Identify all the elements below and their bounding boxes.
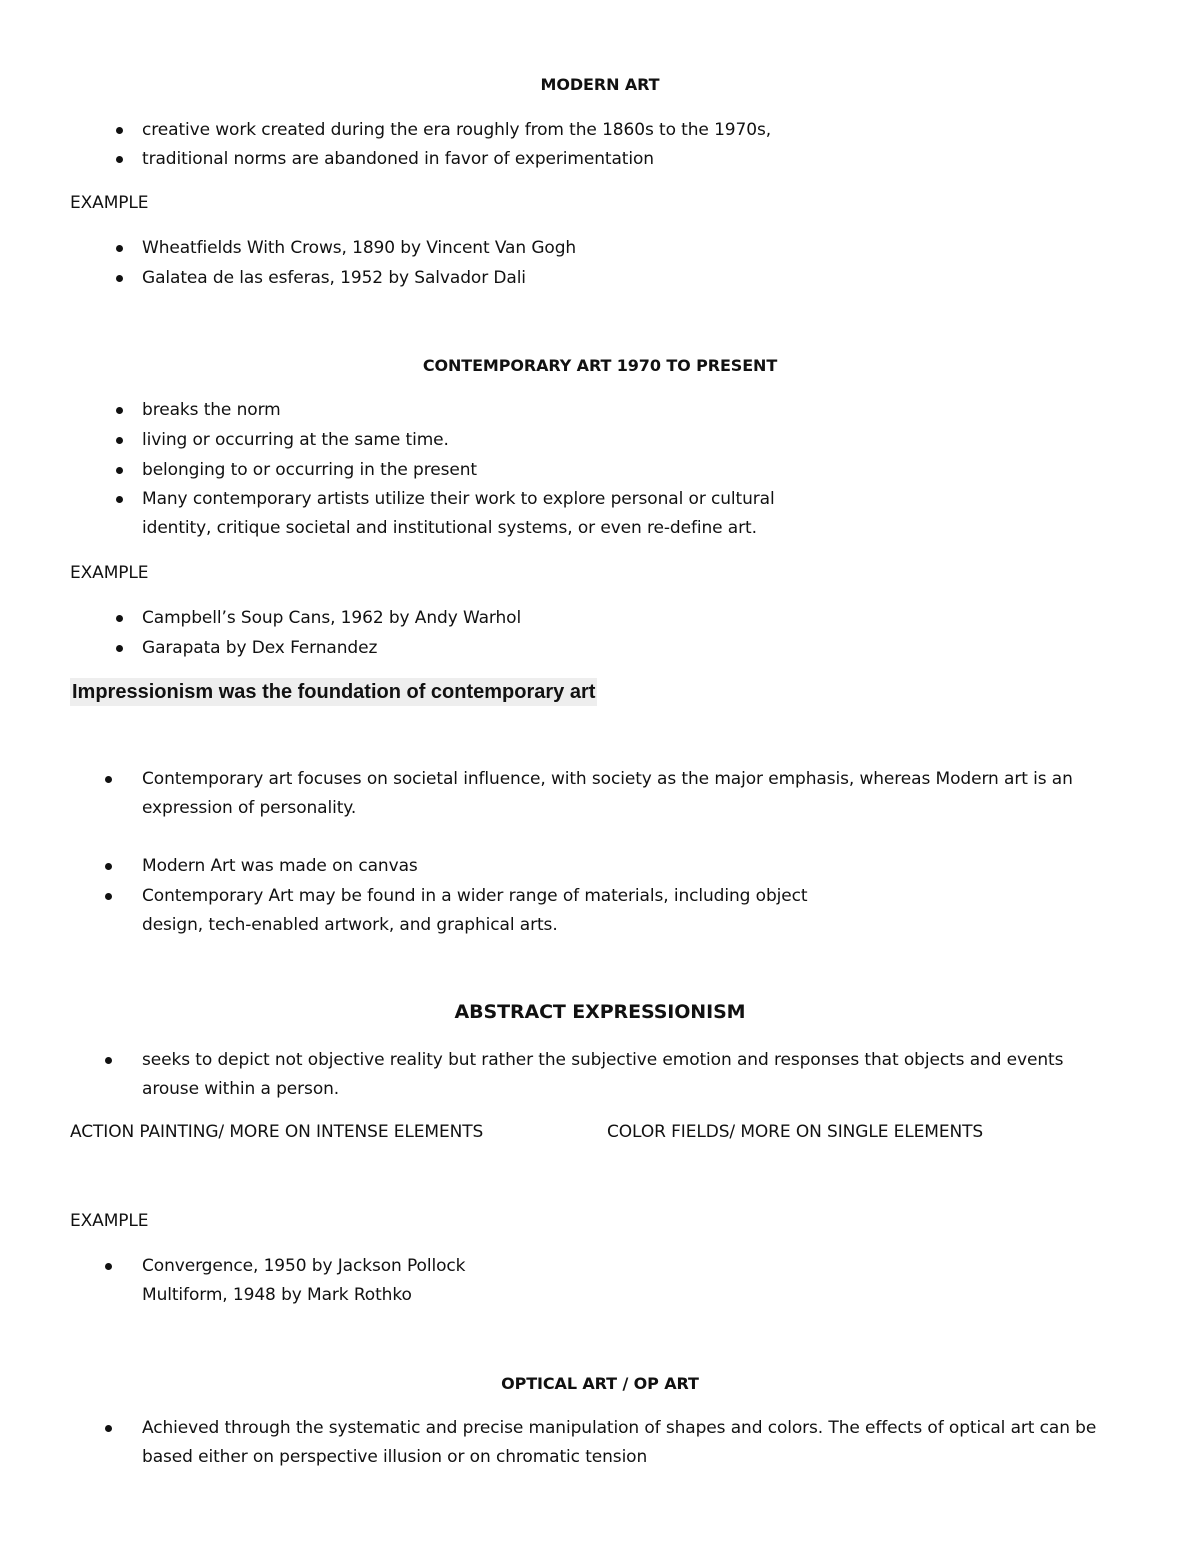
bullet-icon xyxy=(116,275,123,282)
list-item: Modern Art was made on canvas xyxy=(142,856,418,876)
list-item: Convergence, 1950 by Jackson Pollock xyxy=(142,1256,466,1276)
bullet-icon xyxy=(116,437,123,444)
list-item: creative work created during the era roughly from the 1860s to the 1970s, xyxy=(142,120,772,140)
example-label: EXAMPLE xyxy=(70,1211,149,1231)
list-item: Galatea de las esferas, 1952 by Salvador Dali xyxy=(142,268,526,288)
list-item: Contemporary Art may be found in a wider range of materials, including object xyxy=(142,886,808,906)
bullet-icon xyxy=(105,1263,112,1270)
list-item-continuation: Multiform, 1948 by Mark Rothko xyxy=(142,1285,412,1305)
list-item: Many contemporary artists utilize their work to explore personal or cultural xyxy=(142,489,775,509)
list-item: Garapata by Dex Fernandez xyxy=(142,638,378,658)
example-label: EXAMPLE xyxy=(70,563,149,583)
list-item-continuation: based either on perspective illusion or on chromatic tension xyxy=(142,1447,648,1467)
bullet-icon xyxy=(116,407,123,414)
bullet-icon xyxy=(116,615,123,622)
list-item: Wheatfields With Crows, 1890 by Vincent Van Gogh xyxy=(142,238,577,258)
bullet-icon xyxy=(105,893,112,900)
list-item-continuation: identity, critique societal and institutional systems, or even re-define art. xyxy=(142,518,757,538)
optical-art-title: OPTICAL ART / OP ART xyxy=(501,1374,699,1393)
bullet-icon xyxy=(105,1425,112,1432)
contemporary-art-title: CONTEMPORARY ART 1970 TO PRESENT xyxy=(422,356,778,375)
list-item-continuation: expression of personality. xyxy=(142,798,357,818)
bullet-icon xyxy=(116,127,123,134)
bullet-icon xyxy=(105,1057,112,1064)
abstract-expressionism-title: ABSTRACT EXPRESSIONISM xyxy=(454,1001,746,1023)
list-item-continuation: design, tech-enabled artwork, and graphical arts. xyxy=(142,915,558,935)
list-item-continuation: arouse within a person. xyxy=(142,1079,340,1099)
bullet-icon xyxy=(105,776,112,783)
impressionism-heading: Impressionism was the foundation of contemporary art xyxy=(70,678,597,706)
list-item: living or occurring at the same time. xyxy=(142,430,449,450)
action-painting-label: ACTION PAINTING/ MORE ON INTENSE ELEMENTS xyxy=(70,1122,484,1142)
bullet-icon xyxy=(116,645,123,652)
list-item: Contemporary art focuses on societal influence, with society as the major emphasis, whereas Modern art is an xyxy=(142,769,1073,789)
bullet-icon xyxy=(116,496,123,503)
bullet-icon xyxy=(116,245,123,252)
color-fields-label: COLOR FIELDS/ MORE ON SINGLE ELEMENTS xyxy=(607,1122,984,1142)
bullet-icon xyxy=(116,156,123,163)
list-item: belonging to or occurring in the present xyxy=(142,460,477,480)
bullet-icon xyxy=(105,863,112,870)
list-item: seeks to depict not objective reality but rather the subjective emotion and responses that objects and events xyxy=(142,1050,1064,1070)
modern-art-title: MODERN ART xyxy=(540,75,660,94)
list-item: Achieved through the systematic and precise manipulation of shapes and colors. The effects of optical art can be xyxy=(142,1418,1097,1438)
list-item: Campbell’s Soup Cans, 1962 by Andy Warhol xyxy=(142,608,522,628)
list-item: traditional norms are abandoned in favor of experimentation xyxy=(142,149,654,169)
bullet-icon xyxy=(116,467,123,474)
list-item: breaks the norm xyxy=(142,400,281,420)
example-label: EXAMPLE xyxy=(70,193,149,213)
